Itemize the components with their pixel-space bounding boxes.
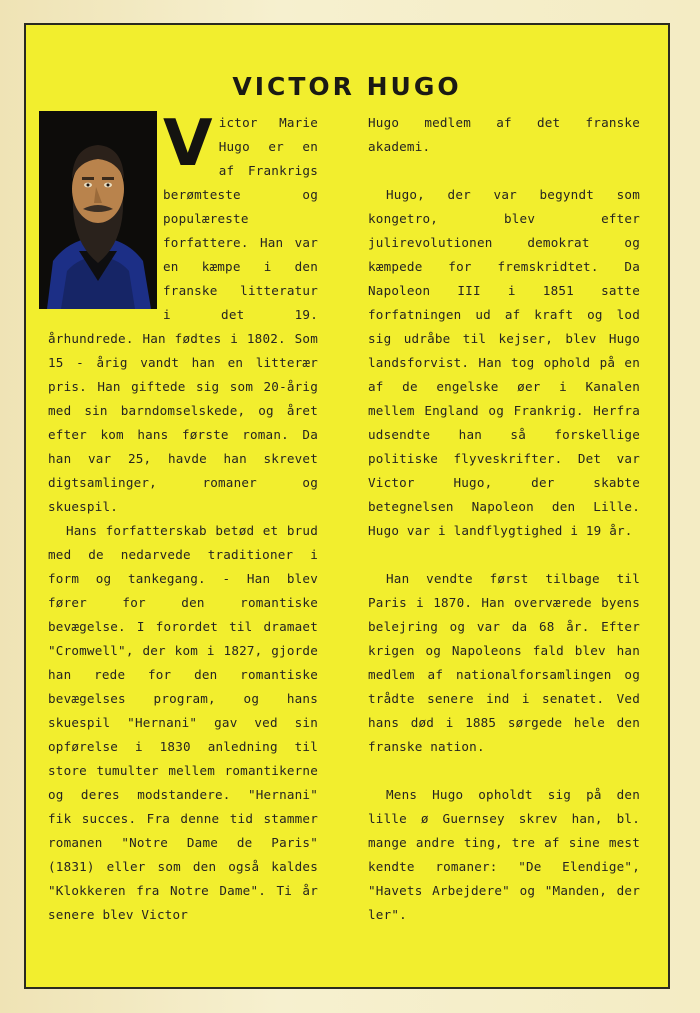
left-paragraph-1-text: ictor Marie Hugo er en af Frankrigs berømteste og populæreste forfattere. Han var en kæmpe i den franske litteratur i det 19. århundrede. Han fødtes i 1802. Som 15 - årig vandt han en litterær pris. Han giftede sig som 20-årig med sin barndomselskede, og året efter kom hans første roman. Da han var 25, havde han skrevet digtsamlinger, romaner og skuespil.	[48, 115, 318, 514]
left-paragraph-2: Hans forfatterskab betød et brud med de nedarvede traditioner i form og tankegang. - Han blev fører for den romantiske bevægelse. I forordet til dramaet "Cromwell", der kom i 1827, gjorde han rede for den romantiske bevægelses program, og hans skuespil "Hernani" gav ved sin opførelse i 1830 anledning til store tumulter mellem romantikerne og deres modstandere. "Hernani" fik succes. Fra denne tid stammer romanen "Notre Dame de Paris" (1831) eller som den også kaldes "Klokkeren fra Notre Dame". Ti år senere blev Victor	[48, 523, 318, 922]
right-column	[368, 111, 640, 927]
right-paragraph-2: Hugo, der var begyndt som kongetro, blev efter julirevolutionen demokrat og kæmpede for fremskridtet. Da Napoleon III i 1851 satte forfatningen ud af kraft og lod sig udråbe til kejser, blev Hugo landsforvist. Han tog ophold på en af de engelske øer i Kanalen mellem England og Frankrig. Herfra udsendte han så forskellige politiske flyveskrifter. Det var Victor Hugo, der skabte betegnelsen Napoleon den Lille. Hugo var i landflygtighed i 19 år.	[368, 187, 640, 538]
drop-cap: V	[163, 107, 213, 181]
portrait-image	[39, 111, 157, 309]
left-paragraph-1	[48, 107, 318, 519]
right-paragraph-3: Han vendte først tilbage til Paris i 1870. Han overværede byens belejring og var da 68 år. Efter krigen og Napoleons fald blev han medlem af nationalforsamlingen og trådte senere ind i senatet. Ved hans død i 1885 sørgede hele den franske nation.	[368, 571, 640, 754]
right-paragraph-1: Hugo medlem af det franske akademi.	[368, 115, 640, 154]
left-column	[48, 107, 318, 927]
right-paragraph-4: Mens Hugo opholdt sig på den lille ø Guernsey skrev han, bl. mange andre ting, tre af sine mest kendte romaner: "De Elendige", "Havets Arbejdere" og "Manden, der ler".	[368, 787, 640, 922]
page-title: VICTOR HUGO	[232, 72, 462, 101]
